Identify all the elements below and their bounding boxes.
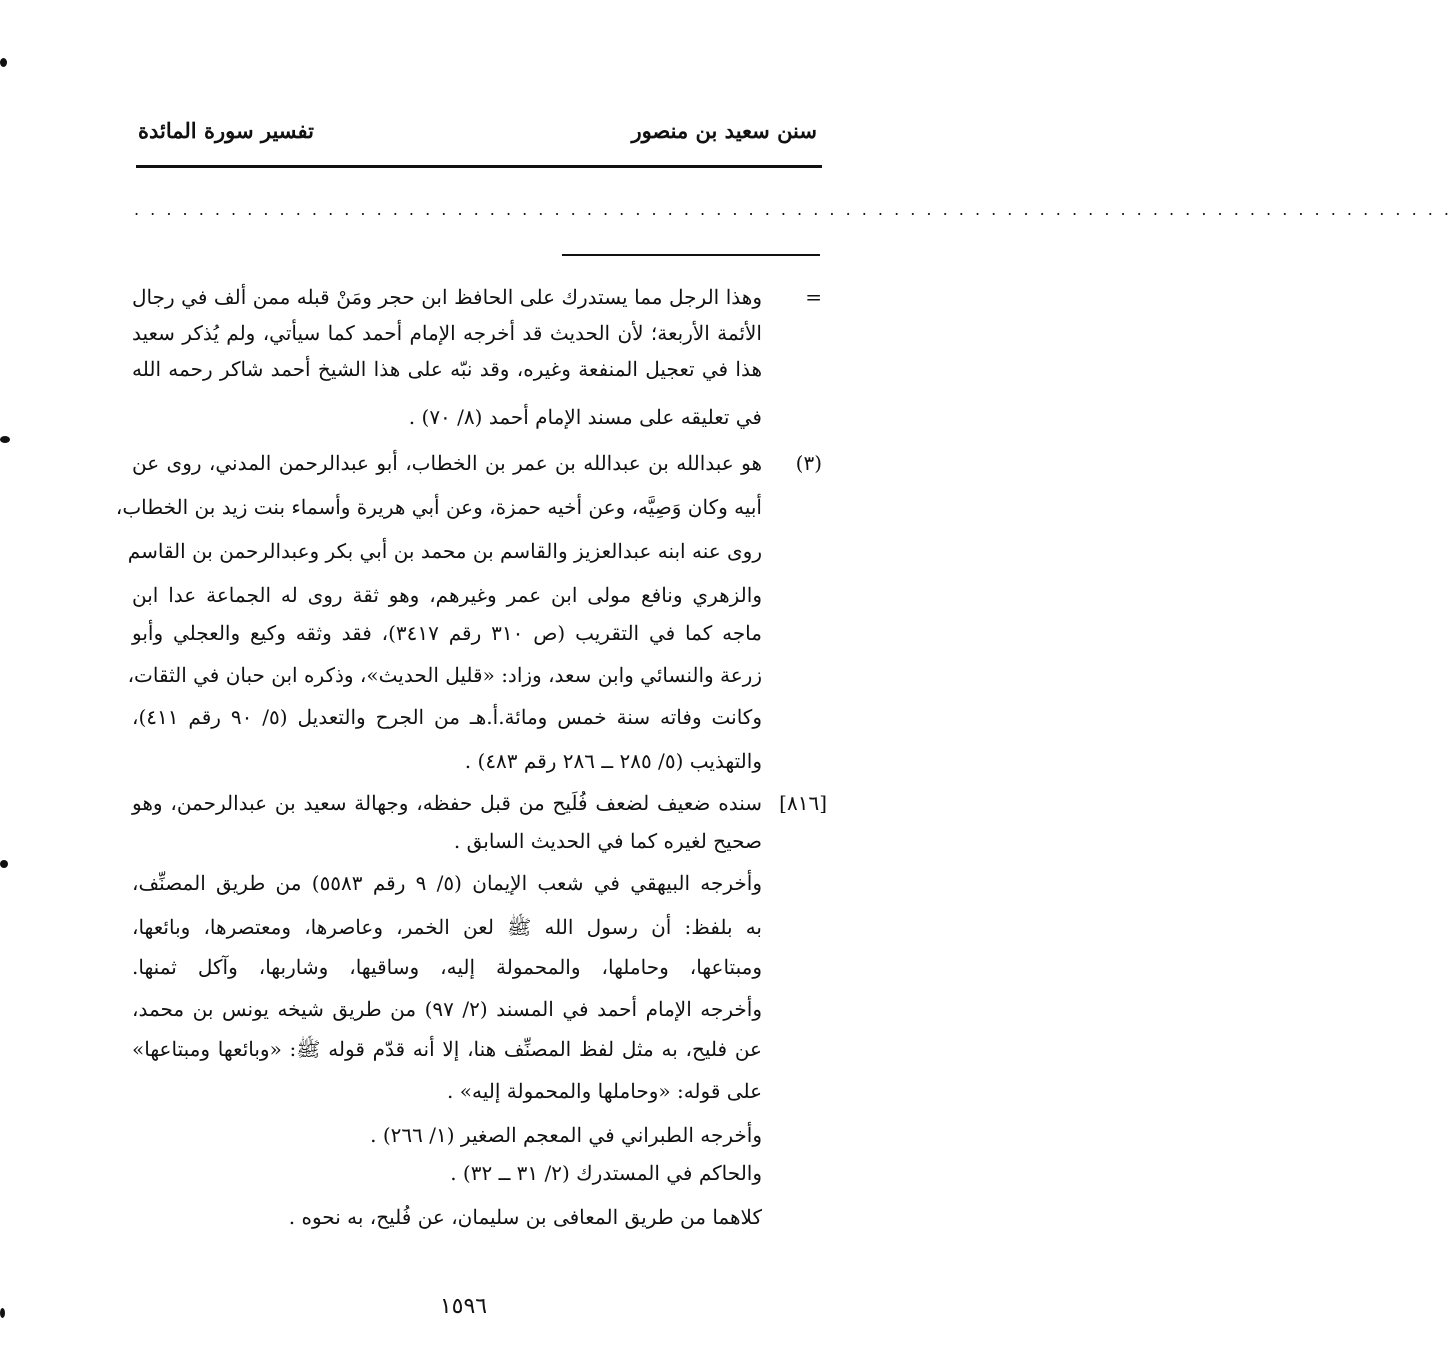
footnote-marker: (٣)	[795, 451, 822, 475]
footnote-line: على قوله: «وحاملها والمحمولة إليه» .	[447, 1079, 762, 1103]
footnote-line: وأخرجه الطبراني في المعجم الصغير (١/ ٢٦٦) .	[370, 1123, 762, 1147]
footnote-line: والزهري ونافع مولى ابن عمر وغيرهم، وهو ثقة روى له الجماعة عدا ابن	[132, 583, 762, 607]
footnote-line: ماجه كما في التقريب (ص ٣١٠ رقم ٣٤١٧)، فقد وثقه وكيع والعجلي وأبو	[132, 621, 762, 645]
footnote-line: به بلفظ: أن رسول الله ﷺ لعن الخمر، وعاصرها، ومعتصرها، وبائعها،	[132, 915, 762, 939]
footnote-separator-rule	[562, 254, 820, 256]
footnote-line: وأخرجه البيهقي في شعب الإيمان (٥/ ٩ رقم ٥٥٨٣) من طريق المصنِّف،	[132, 871, 762, 895]
footnote-marker: =	[805, 285, 822, 309]
hadith-number: [٨١٦]	[779, 791, 827, 815]
footnote-line: كلاهما من طريق المعافى بن سليمان، عن فُليح، به نحوه .	[288, 1205, 762, 1229]
page-number: ١٥٩٦	[439, 1294, 488, 1319]
scan-speckle	[0, 58, 7, 67]
running-header-section-title: تفسير سورة المائدة	[138, 118, 314, 143]
footnote-line: صحيح لغيره كما في الحديث السابق .	[453, 829, 762, 853]
running-header-book-title: سنن سعيد بن منصور	[631, 118, 817, 143]
footnote-line: وأخرجه الإمام أحمد في المسند (٢/ ٩٧) من طريق شيخه يونس بن محمد،	[132, 997, 762, 1021]
footnote-line: عن فليح، به مثل لفظ المصنِّف هنا، إلا أنه قدّم قوله ﷺ: «وبائعها ومبتاعها»	[132, 1037, 762, 1061]
footnote-line: والتهذيب (٥/ ٢٨٥ ــ ٢٨٦ رقم ٤٨٣) .	[464, 749, 762, 773]
footnote-line: وكانت وفاته سنة خمس ومائة.أ.هـ من الجرح والتعديل (٥/ ٩٠ رقم ٤١١)،	[132, 705, 762, 729]
scan-speckle	[0, 860, 8, 868]
footnote-line: هذا في تعجيل المنفعة وغيره، وقد نبّه على هذا الشيخ أحمد شاكر رحمه الله	[132, 357, 762, 381]
dotted-separator: . . . . . . . . . . . . . . . . . . . . . . . . . . . . . . . . . . . . . . . . . . . . . . . . . . . . . . . . . . . . . . . . . . . . . . . . . . . . . . . . . .	[134, 200, 1452, 219]
footnote-line: والحاكم في المستدرك (٢/ ٣١ ــ ٣٢) .	[450, 1161, 762, 1185]
header-rule	[136, 165, 822, 168]
footnote-line: وهذا الرجل مما يستدرك على الحافظ ابن حجر ومَنْ قبله ممن ألف في رجال	[132, 285, 762, 309]
scan-speckle	[0, 436, 10, 443]
footnote-line: ومبتاعها، وحاملها، والمحمولة إليه، وساقيها، وشاربها، وآكل ثمنها.	[132, 955, 762, 979]
footnote-line: أبيه وكان وَصِيَّه، وعن أخيه حمزة، وعن أبي هريرة وأسماء بنت زيد بن الخطاب،	[115, 495, 762, 519]
footnote-line: زرعة والنسائي وابن سعد، وزاد: «قليل الحديث»، وذكره ابن حبان في الثقات،	[127, 663, 762, 687]
footnote-line: سنده ضعيف لضعف فُلَيح من قبل حفظه، وجهالة سعيد بن عبدالرحمن، وهو	[132, 791, 763, 815]
footnote-line: روى عنه ابنه عبدالعزيز والقاسم بن محمد بن أبي بكر وعبدالرحمن بن القاسم	[127, 539, 762, 563]
scan-speckle	[0, 1308, 5, 1318]
footnote-line: في تعليقه على مسند الإمام أحمد (٨/ ٧٠) .	[408, 405, 762, 429]
footnote-line: الأئمة الأربعة؛ لأن الحديث قد أخرجه الإمام أحمد كما سيأتي، ولم يُذكر سعيد	[132, 321, 762, 345]
footnote-line: هو عبدالله بن عبدالله بن عمر بن الخطاب، أبو عبدالرحمن المدني، روى عن	[132, 451, 762, 475]
